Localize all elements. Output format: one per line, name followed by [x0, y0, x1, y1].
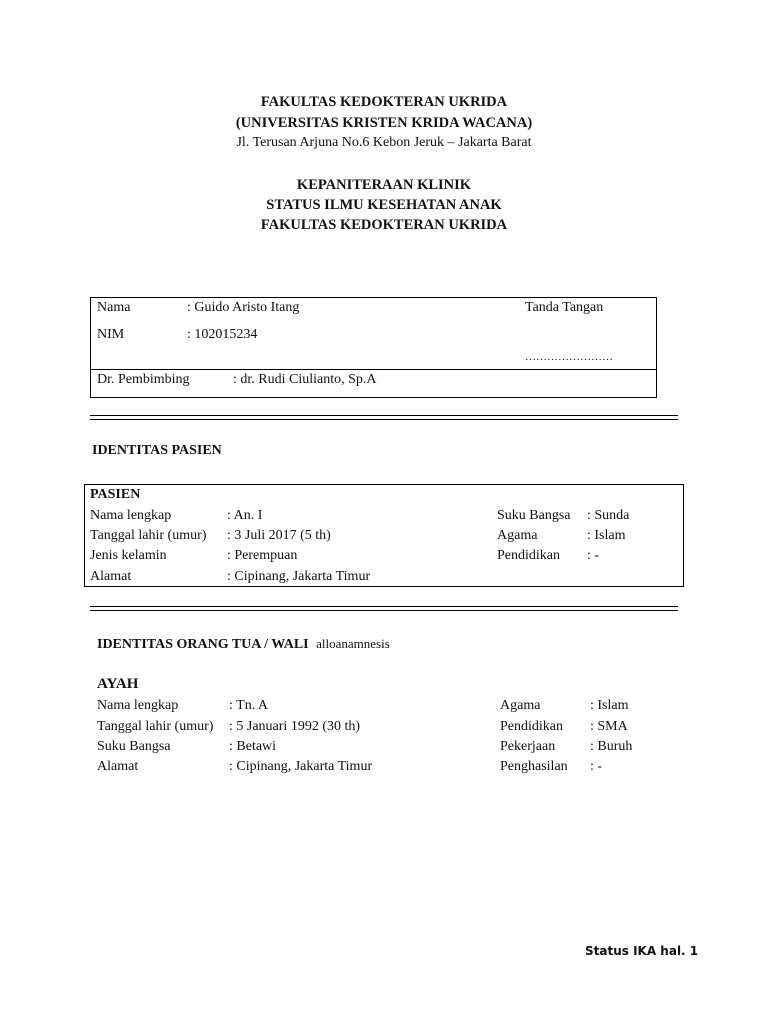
section-separator	[90, 606, 678, 611]
parent-section-note: alloanamnesis	[316, 636, 390, 651]
father-title: AYAH	[97, 676, 139, 692]
patient-address-label: Alamat	[90, 569, 132, 584]
father-occupation-label: Pekerjaan	[500, 739, 556, 754]
faculty-address: Jl. Terusan Arjuna No.6 Kebon Jeruk – Jakarta Barat	[236, 135, 532, 150]
father-income-label: Penghasilan	[500, 759, 568, 774]
father-ethnicity-value: : Betawi	[229, 739, 277, 754]
patient-box-title: PASIEN	[90, 487, 141, 502]
patient-sex-label: Jenis kelamin	[90, 548, 167, 563]
patient-ethnicity-value: : Sunda	[587, 508, 630, 523]
patient-sex-value: : Perempuan	[227, 548, 298, 563]
patient-birthdate-label: Tanggal lahir (umur)	[90, 528, 207, 543]
patient-education-value: : -	[587, 548, 600, 563]
signature-line: ……………………	[525, 351, 613, 363]
signature-label: Tanda Tangan	[525, 300, 604, 315]
father-religion-value: : Islam	[590, 698, 629, 713]
father-education-value: : SMA	[590, 719, 628, 734]
father-address-label: Alamat	[97, 759, 139, 774]
patient-fullname-value: : An. I	[227, 508, 263, 523]
student-name-value: : Guido Aristo Itang	[187, 300, 300, 315]
supervisor-value: : dr. Rudi Ciulianto, Sp.A	[233, 372, 377, 387]
university-name: (UNIVERSITAS KRISTEN KRIDA WACANA)	[235, 115, 533, 131]
student-nim-label: NIM	[97, 327, 125, 342]
father-fullname-value: : Tn. A	[229, 698, 269, 713]
patient-religion-label: Agama	[497, 528, 538, 543]
patient-fullname-label: Nama lengkap	[90, 508, 172, 523]
supervisor-label: Dr. Pembimbing	[97, 372, 190, 387]
father-religion-label: Agama	[500, 698, 541, 713]
page-footer: Status IKA hal. 1	[585, 944, 699, 958]
patient-birthdate-value: : 3 Juli 2017 (5 th)	[227, 528, 331, 543]
father-birthdate-label: Tanggal lahir (umur)	[97, 719, 214, 734]
patient-section-heading: IDENTITAS PASIEN	[92, 443, 222, 458]
father-address-value: : Cipinang, Jakarta Timur	[229, 759, 373, 774]
father-income-value: : -	[590, 759, 603, 774]
box-divider	[91, 369, 656, 370]
patient-address-value: : Cipinang, Jakarta Timur	[227, 569, 371, 584]
student-name-label: Nama	[97, 300, 131, 315]
father-education-label: Pendidikan	[500, 719, 563, 734]
father-birthdate-value: : 5 Januari 1992 (30 th)	[229, 719, 361, 734]
student-nim-value: : 102015234	[187, 327, 258, 342]
doc-title-clinic: KEPANITERAAN KLINIK	[296, 177, 472, 193]
faculty-title: FAKULTAS KEDOKTERAN UKRIDA	[260, 94, 508, 110]
doc-title-status: STATUS ILMU KESEHATAN ANAK	[266, 197, 502, 213]
father-fullname-label: Nama lengkap	[97, 698, 179, 713]
patient-religion-value: : Islam	[587, 528, 626, 543]
parent-section-heading-row	[97, 636, 390, 653]
father-occupation-value: : Buruh	[590, 739, 633, 754]
patient-ethnicity-label: Suku Bangsa	[497, 508, 571, 523]
father-ethnicity-label: Suku Bangsa	[97, 739, 171, 754]
parent-section-heading: IDENTITAS ORANG TUA / WALI	[97, 637, 309, 652]
doc-title-faculty: FAKULTAS KEDOKTERAN UKRIDA	[260, 217, 508, 233]
section-separator	[90, 415, 678, 420]
patient-education-label: Pendidikan	[497, 548, 560, 563]
